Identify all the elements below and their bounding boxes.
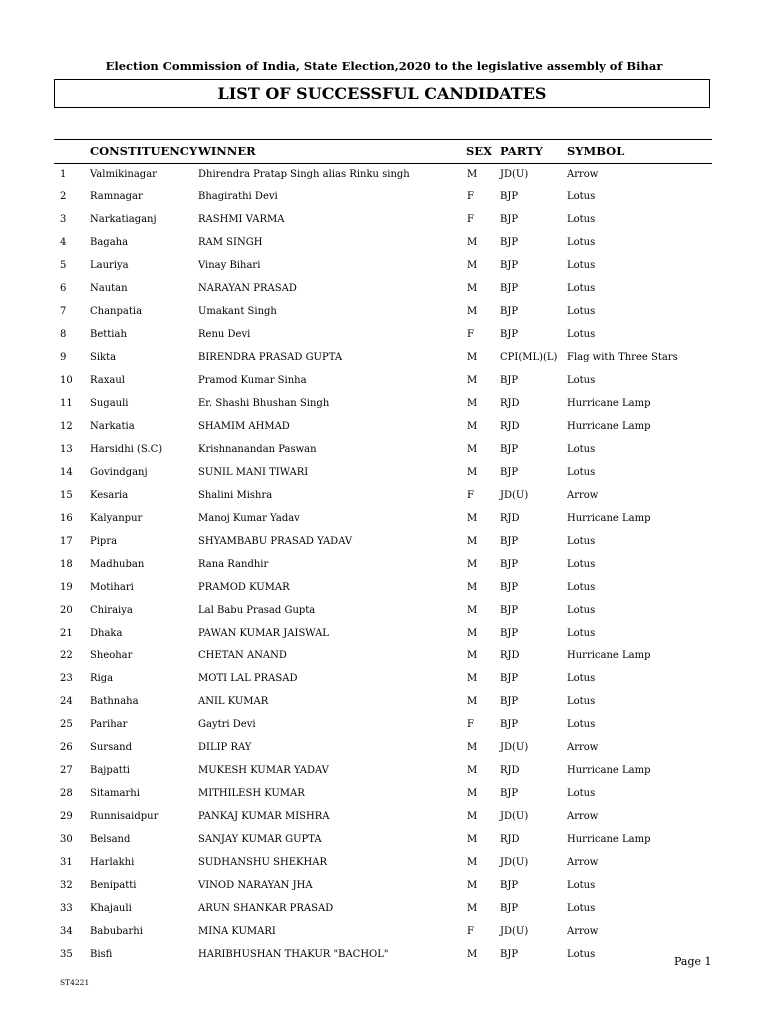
row-number: 31 — [60, 857, 73, 868]
party-cell: BJP — [500, 329, 519, 340]
constituency-cell: Raxaul — [90, 375, 125, 386]
document-title: LIST OF SUCCESSFUL CANDIDATES — [217, 84, 547, 103]
winner-cell: Krishnanandan Paswan — [198, 444, 317, 455]
party-cell: BJP — [500, 582, 519, 593]
winner-cell: PAWAN KUMAR JAISWAL — [198, 628, 329, 639]
constituency-cell: Narkatia — [90, 421, 135, 432]
party-cell: JD(U) — [500, 926, 529, 937]
constituency-cell: Parihar — [90, 719, 128, 730]
winner-cell: SHAMIM AHMAD — [198, 421, 290, 432]
winner-cell: Pramod Kumar Sinha — [198, 375, 307, 386]
constituency-cell: Khajauli — [90, 903, 132, 914]
constituency-cell: Runnisaidpur — [90, 811, 159, 822]
winner-cell: CHETAN ANAND — [198, 650, 287, 661]
party-cell: BJP — [500, 949, 519, 960]
constituency-cell: Benipatti — [90, 880, 137, 891]
symbol-cell: Lotus — [567, 375, 596, 386]
constituency-cell: Ramnagar — [90, 191, 143, 202]
party-cell: JD(U) — [500, 169, 529, 180]
winner-cell: SANJAY KUMAR GUPTA — [198, 834, 322, 845]
constituency-cell: Belsand — [90, 834, 131, 845]
party-cell: BJP — [500, 214, 519, 225]
sex-cell: M — [467, 742, 478, 753]
winner-cell: SHYAMBABU PRASAD YADAV — [198, 536, 353, 547]
row-number: 35 — [60, 949, 73, 960]
row-number: 15 — [60, 490, 73, 501]
sex-cell: M — [467, 169, 478, 180]
party-cell: RJD — [500, 765, 520, 776]
sex-cell: M — [467, 421, 478, 432]
constituency-cell: Harsidhi (S.C) — [90, 444, 163, 455]
symbol-cell: Arrow — [567, 857, 599, 868]
symbol-cell: Lotus — [567, 949, 596, 960]
sex-cell: M — [467, 398, 478, 409]
constituency-cell: Pipra — [90, 536, 118, 547]
column-header-constituency: CONSTITUENCY — [90, 144, 198, 158]
sex-cell: M — [467, 880, 478, 891]
symbol-cell: Lotus — [567, 719, 596, 730]
sex-cell: M — [467, 559, 478, 570]
winner-cell: RASHMI VARMA — [198, 214, 285, 225]
sex-cell: M — [467, 650, 478, 661]
constituency-cell: Bettiah — [90, 329, 127, 340]
party-cell: BJP — [500, 903, 519, 914]
winner-cell: MOTI LAL PRASAD — [198, 673, 298, 684]
winner-cell: Er. Shashi Bhushan Singh — [198, 398, 330, 409]
sex-cell: M — [467, 811, 478, 822]
row-number: 7 — [60, 306, 67, 317]
row-number: 30 — [60, 834, 73, 845]
sex-cell: M — [467, 444, 478, 455]
symbol-cell: Lotus — [567, 306, 596, 317]
party-cell: BJP — [500, 696, 519, 707]
row-number: 28 — [60, 788, 73, 799]
winner-cell: Vinay Bihari — [198, 260, 261, 271]
constituency-cell: Harlakhi — [90, 857, 135, 868]
symbol-cell: Flag with Three Stars — [567, 352, 678, 363]
party-cell: BJP — [500, 444, 519, 455]
constituency-cell: Sursand — [90, 742, 133, 753]
symbol-cell: Arrow — [567, 742, 599, 753]
constituency-cell: Dhaka — [90, 628, 123, 639]
sex-cell: M — [467, 605, 478, 616]
symbol-cell: Hurricane Lamp — [567, 398, 651, 409]
page-number: Page 1 — [674, 955, 712, 968]
symbol-cell: Lotus — [567, 191, 596, 202]
column-header-sex: SEX — [466, 144, 492, 158]
winner-cell: MUKESH KUMAR YADAV — [198, 765, 329, 776]
symbol-cell: Lotus — [567, 559, 596, 570]
winner-cell: PANKAJ KUMAR MISHRA — [198, 811, 330, 822]
constituency-cell: Sugauli — [90, 398, 129, 409]
symbol-cell: Lotus — [567, 467, 596, 478]
party-cell: RJD — [500, 513, 520, 524]
table-top-rule — [54, 139, 712, 140]
winner-cell: NARAYAN PRASAD — [198, 283, 297, 294]
constituency-cell: Govindganj — [90, 467, 148, 478]
row-number: 22 — [60, 650, 73, 661]
symbol-cell: Lotus — [567, 237, 596, 248]
row-number: 3 — [60, 214, 67, 225]
document-header: Election Commission of India, State Election,2020 to the legislative assembly of Bihar — [105, 59, 663, 73]
constituency-cell: Bathnaha — [90, 696, 139, 707]
constituency-cell: Chanpatia — [90, 306, 143, 317]
party-cell: BJP — [500, 375, 519, 386]
symbol-cell: Lotus — [567, 696, 596, 707]
sex-cell: M — [467, 788, 478, 799]
constituency-cell: Kalyanpur — [90, 513, 143, 524]
winner-cell: RAM SINGH — [198, 237, 263, 248]
sex-cell: M — [467, 283, 478, 294]
row-number: 27 — [60, 765, 73, 776]
sex-cell: F — [467, 926, 474, 937]
sex-cell: F — [467, 191, 474, 202]
row-number: 32 — [60, 880, 73, 891]
sex-cell: M — [467, 834, 478, 845]
symbol-cell: Lotus — [567, 582, 596, 593]
party-cell: RJD — [500, 650, 520, 661]
sex-cell: M — [467, 467, 478, 478]
party-cell: JD(U) — [500, 490, 529, 501]
winner-cell: PRAMOD KUMAR — [198, 582, 290, 593]
sex-cell: M — [467, 582, 478, 593]
party-cell: BJP — [500, 719, 519, 730]
column-header-party: PARTY — [500, 144, 543, 158]
row-number: 1 — [60, 169, 67, 180]
row-number: 26 — [60, 742, 73, 753]
party-cell: BJP — [500, 536, 519, 547]
winner-cell: DILIP RAY — [198, 742, 252, 753]
winner-cell: Gaytri Devi — [198, 719, 256, 730]
sex-cell: F — [467, 214, 474, 225]
winner-cell: BIRENDRA PRASAD GUPTA — [198, 352, 343, 363]
winner-cell: MINA KUMARI — [198, 926, 276, 937]
constituency-cell: Riga — [90, 673, 114, 684]
party-cell: BJP — [500, 467, 519, 478]
row-number: 18 — [60, 559, 73, 570]
sex-cell: M — [467, 352, 478, 363]
sex-cell: M — [467, 536, 478, 547]
sex-cell: M — [467, 513, 478, 524]
constituency-cell: Bisfi — [90, 949, 113, 960]
party-cell: BJP — [500, 788, 519, 799]
party-cell: BJP — [500, 628, 519, 639]
row-number: 10 — [60, 375, 73, 386]
constituency-cell: Sheohar — [90, 650, 133, 661]
party-cell: JD(U) — [500, 811, 529, 822]
column-header-symbol: SYMBOL — [567, 144, 625, 158]
party-cell: CPI(ML)(L) — [500, 352, 558, 363]
symbol-cell: Lotus — [567, 628, 596, 639]
symbol-cell: Hurricane Lamp — [567, 513, 651, 524]
symbol-cell: Arrow — [567, 811, 599, 822]
row-number: 11 — [60, 398, 73, 409]
winner-cell: ANIL KUMAR — [198, 696, 269, 707]
party-cell: JD(U) — [500, 857, 529, 868]
winner-cell: Lal Babu Prasad Gupta — [198, 605, 316, 616]
symbol-cell: Lotus — [567, 260, 596, 271]
row-number: 20 — [60, 605, 73, 616]
row-number: 25 — [60, 719, 73, 730]
row-number: 24 — [60, 696, 73, 707]
row-number: 29 — [60, 811, 73, 822]
party-cell: BJP — [500, 605, 519, 616]
winner-cell: HARIBHUSHAN THAKUR "BACHOL" — [198, 949, 389, 960]
row-number: 14 — [60, 467, 73, 478]
row-number: 17 — [60, 536, 73, 547]
sex-cell: M — [467, 673, 478, 684]
row-number: 2 — [60, 191, 67, 202]
winner-cell: ARUN SHANKAR PRASAD — [198, 903, 334, 914]
sex-cell: M — [467, 375, 478, 386]
document-code: ST4221 — [60, 978, 90, 987]
sex-cell: M — [467, 765, 478, 776]
constituency-cell: Lauriya — [90, 260, 129, 271]
constituency-cell: Bajpatti — [90, 765, 131, 776]
symbol-cell: Lotus — [567, 903, 596, 914]
sex-cell: F — [467, 329, 474, 340]
row-number: 19 — [60, 582, 73, 593]
party-cell: BJP — [500, 559, 519, 570]
constituency-cell: Chiraiya — [90, 605, 133, 616]
winner-cell: SUDHANSHU SHEKHAR — [198, 857, 327, 868]
sex-cell: M — [467, 237, 478, 248]
winner-cell: VINOD NARAYAN JHA — [198, 880, 313, 891]
party-cell: BJP — [500, 260, 519, 271]
sex-cell: M — [467, 306, 478, 317]
row-number: 16 — [60, 513, 73, 524]
winner-cell: Manoj Kumar Yadav — [198, 513, 300, 524]
constituency-cell: Kesaria — [90, 490, 129, 501]
symbol-cell: Lotus — [567, 536, 596, 547]
sex-cell: M — [467, 260, 478, 271]
table-header-rule — [54, 163, 712, 164]
party-cell: RJD — [500, 834, 520, 845]
row-number: 33 — [60, 903, 73, 914]
column-header-winner: WINNER — [198, 144, 256, 158]
constituency-cell: Babubarhi — [90, 926, 143, 937]
party-cell: BJP — [500, 673, 519, 684]
constituency-cell: Valmikinagar — [90, 169, 157, 180]
winner-cell: Dhirendra Pratap Singh alias Rinku singh — [198, 169, 410, 180]
symbol-cell: Hurricane Lamp — [567, 650, 651, 661]
sex-cell: M — [467, 696, 478, 707]
row-number: 8 — [60, 329, 67, 340]
title-box — [54, 79, 710, 108]
party-cell: BJP — [500, 191, 519, 202]
symbol-cell: Lotus — [567, 673, 596, 684]
symbol-cell: Hurricane Lamp — [567, 421, 651, 432]
symbol-cell: Arrow — [567, 926, 599, 937]
symbol-cell: Arrow — [567, 169, 599, 180]
row-number: 13 — [60, 444, 73, 455]
sex-cell: M — [467, 628, 478, 639]
symbol-cell: Lotus — [567, 329, 596, 340]
winner-cell: Rana Randhir — [198, 559, 269, 570]
party-cell: RJD — [500, 421, 520, 432]
row-number: 21 — [60, 628, 73, 639]
row-number: 6 — [60, 283, 67, 294]
row-number: 5 — [60, 260, 67, 271]
party-cell: RJD — [500, 398, 520, 409]
party-cell: JD(U) — [500, 742, 529, 753]
row-number: 23 — [60, 673, 73, 684]
constituency-cell: Bagaha — [90, 237, 129, 248]
row-number: 12 — [60, 421, 73, 432]
constituency-cell: Motihari — [90, 582, 134, 593]
winner-cell: Renu Devi — [198, 329, 251, 340]
winner-cell: SUNIL MANI TIWARI — [198, 467, 309, 478]
winner-cell: Bhagirathi Devi — [198, 191, 278, 202]
symbol-cell: Lotus — [567, 605, 596, 616]
constituency-cell: Sikta — [90, 352, 117, 363]
constituency-cell: Sitamarhi — [90, 788, 140, 799]
winner-cell: MITHILESH KUMAR — [198, 788, 305, 799]
row-number: 9 — [60, 352, 67, 363]
winner-cell: Umakant Singh — [198, 306, 277, 317]
symbol-cell: Lotus — [567, 880, 596, 891]
sex-cell: F — [467, 490, 474, 501]
sex-cell: M — [467, 949, 478, 960]
party-cell: BJP — [500, 283, 519, 294]
symbol-cell: Hurricane Lamp — [567, 765, 651, 776]
symbol-cell: Lotus — [567, 444, 596, 455]
symbol-cell: Arrow — [567, 490, 599, 501]
party-cell: BJP — [500, 306, 519, 317]
row-number: 4 — [60, 237, 67, 248]
constituency-cell: Narkatiaganj — [90, 214, 157, 225]
row-number: 34 — [60, 926, 73, 937]
winner-cell: Shalini Mishra — [198, 490, 273, 501]
sex-cell: M — [467, 903, 478, 914]
symbol-cell: Hurricane Lamp — [567, 834, 651, 845]
party-cell: BJP — [500, 237, 519, 248]
party-cell: BJP — [500, 880, 519, 891]
symbol-cell: Lotus — [567, 788, 596, 799]
symbol-cell: Lotus — [567, 214, 596, 225]
constituency-cell: Madhuban — [90, 559, 145, 570]
sex-cell: M — [467, 857, 478, 868]
constituency-cell: Nautan — [90, 283, 128, 294]
symbol-cell: Lotus — [567, 283, 596, 294]
sex-cell: F — [467, 719, 474, 730]
